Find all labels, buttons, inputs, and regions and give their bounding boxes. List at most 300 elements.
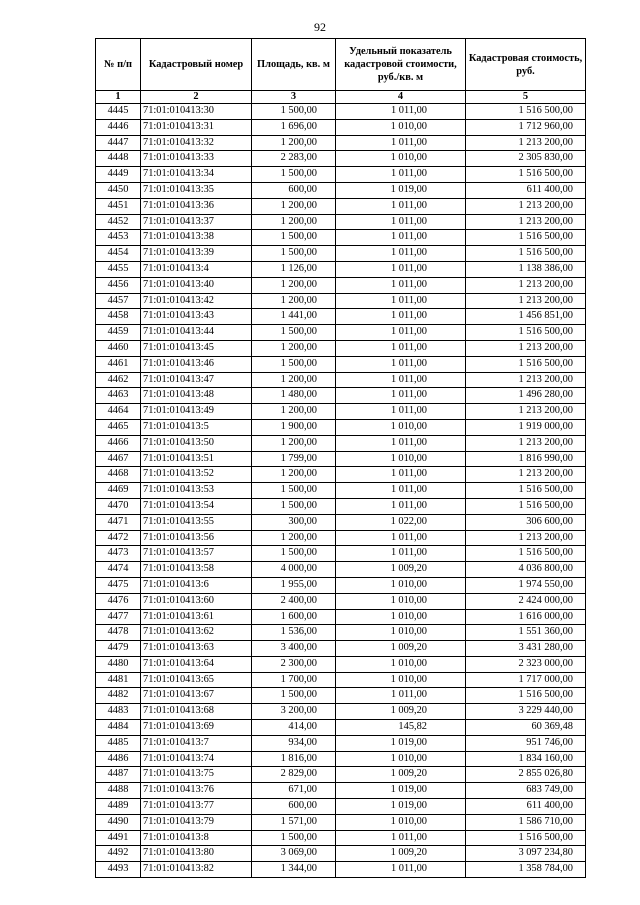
area-cell: 1 500,00	[252, 483, 336, 499]
row-number-cell: 4466	[96, 435, 141, 451]
specific-rate-cell: 1 011,00	[336, 388, 466, 404]
table-row	[96, 325, 586, 341]
area-cell: 1 600,00	[252, 609, 336, 625]
area-cell: 300,00	[252, 514, 336, 530]
row-number-cell: 4487	[96, 767, 141, 783]
specific-rate-cell: 1 011,00	[336, 214, 466, 230]
specific-rate-cell: 1 011,00	[336, 340, 466, 356]
area-cell: 934,00	[252, 735, 336, 751]
specific-rate-cell: 1 010,00	[336, 656, 466, 672]
cadastral-number-cell: 71:01:010413:42	[141, 293, 252, 309]
table-row	[96, 546, 586, 562]
cadastral-cost-cell: 1 717 000,00	[466, 672, 586, 688]
cadastral-cost-cell: 1 138 386,00	[466, 261, 586, 277]
row-number-cell: 4458	[96, 309, 141, 325]
cadastral-cost-cell: 1 213 200,00	[466, 198, 586, 214]
row-number-cell: 4478	[96, 625, 141, 641]
cadastral-cost-cell: 611 400,00	[466, 182, 586, 198]
area-cell: 2 283,00	[252, 151, 336, 167]
table-row	[96, 720, 586, 736]
row-number-cell: 4475	[96, 577, 141, 593]
cadastral-number-cell: 71:01:010413:77	[141, 799, 252, 815]
header-cadastral-cost: Кадастровая стоимость, руб.	[466, 39, 586, 91]
row-number-cell: 4471	[96, 514, 141, 530]
row-number-cell: 4468	[96, 467, 141, 483]
cadastral-number-cell: 71:01:010413:53	[141, 483, 252, 499]
cadastral-cost-cell: 1 834 160,00	[466, 751, 586, 767]
area-cell: 1 700,00	[252, 672, 336, 688]
table-row	[96, 372, 586, 388]
area-cell: 1 500,00	[252, 688, 336, 704]
table-row	[96, 404, 586, 420]
table-row	[96, 356, 586, 372]
row-number-cell: 4460	[96, 340, 141, 356]
cadastral-number-cell: 71:01:010413:58	[141, 562, 252, 578]
cadastral-cost-cell: 1 358 784,00	[466, 862, 586, 878]
area-cell: 1 500,00	[252, 230, 336, 246]
area-cell: 1 500,00	[252, 356, 336, 372]
area-cell: 1 200,00	[252, 372, 336, 388]
area-cell: 414,00	[252, 720, 336, 736]
area-cell: 1 200,00	[252, 293, 336, 309]
specific-rate-cell: 1 010,00	[336, 609, 466, 625]
table-row	[96, 230, 586, 246]
cadastral-cost-cell: 1 456 851,00	[466, 309, 586, 325]
specific-rate-cell: 1 010,00	[336, 814, 466, 830]
specific-rate-cell: 1 011,00	[336, 467, 466, 483]
header-cadastral-number: Кадастровый номер	[141, 39, 252, 91]
cadastral-number-cell: 71:01:010413:74	[141, 751, 252, 767]
table-row	[96, 419, 586, 435]
row-number-cell: 4482	[96, 688, 141, 704]
cadastral-cost-cell: 3 229 440,00	[466, 704, 586, 720]
cadastral-cost-cell: 1 213 200,00	[466, 214, 586, 230]
cadastral-cost-cell: 1 213 200,00	[466, 404, 586, 420]
cadastral-cost-cell: 1 816 990,00	[466, 451, 586, 467]
specific-rate-cell: 145,82	[336, 720, 466, 736]
header-area: Площадь, кв. м	[252, 39, 336, 91]
table-row	[96, 246, 586, 262]
table-row	[96, 435, 586, 451]
row-number-cell: 4485	[96, 735, 141, 751]
table-row	[96, 104, 586, 120]
cadastral-table-container	[95, 38, 585, 878]
cadastral-cost-cell: 1 213 200,00	[466, 467, 586, 483]
cadastral-number-cell: 71:01:010413:55	[141, 514, 252, 530]
cadastral-number-cell: 71:01:010413:34	[141, 167, 252, 183]
cadastral-number-cell: 71:01:010413:51	[141, 451, 252, 467]
specific-rate-cell: 1 010,00	[336, 119, 466, 135]
table-row	[96, 388, 586, 404]
table-row	[96, 467, 586, 483]
table-row	[96, 530, 586, 546]
row-number-cell: 4493	[96, 862, 141, 878]
cadastral-number-cell: 71:01:010413:62	[141, 625, 252, 641]
area-cell: 1 816,00	[252, 751, 336, 767]
cadastral-cost-cell: 1 516 500,00	[466, 498, 586, 514]
cadastral-number-cell: 71:01:010413:39	[141, 246, 252, 262]
area-cell: 1 200,00	[252, 435, 336, 451]
area-cell: 1 200,00	[252, 198, 336, 214]
cadastral-cost-cell: 1 516 500,00	[466, 830, 586, 846]
table-row	[96, 735, 586, 751]
cadastral-cost-cell: 611 400,00	[466, 799, 586, 815]
row-number-cell: 4479	[96, 641, 141, 657]
cadastral-number-cell: 71:01:010413:56	[141, 530, 252, 546]
cadastral-number-cell: 71:01:010413:4	[141, 261, 252, 277]
specific-rate-cell: 1 011,00	[336, 167, 466, 183]
specific-rate-cell: 1 011,00	[336, 530, 466, 546]
row-number-cell: 4455	[96, 261, 141, 277]
cadastral-cost-cell: 2 305 830,00	[466, 151, 586, 167]
row-number-cell: 4483	[96, 704, 141, 720]
specific-rate-cell: 1 011,00	[336, 230, 466, 246]
row-number-cell: 4463	[96, 388, 141, 404]
area-cell: 1 200,00	[252, 530, 336, 546]
area-cell: 4 000,00	[252, 562, 336, 578]
table-row	[96, 167, 586, 183]
specific-rate-cell: 1 011,00	[336, 198, 466, 214]
area-cell: 3 069,00	[252, 846, 336, 862]
specific-rate-cell: 1 011,00	[336, 862, 466, 878]
area-cell: 1 200,00	[252, 214, 336, 230]
row-number-cell: 4462	[96, 372, 141, 388]
specific-rate-cell: 1 011,00	[336, 293, 466, 309]
table-row	[96, 672, 586, 688]
row-number-cell: 4486	[96, 751, 141, 767]
specific-rate-cell: 1 011,00	[336, 325, 466, 341]
row-number-cell: 4474	[96, 562, 141, 578]
cadastral-cost-cell: 1 213 200,00	[466, 340, 586, 356]
cadastral-number-cell: 71:01:010413:76	[141, 783, 252, 799]
table-row	[96, 688, 586, 704]
table-row	[96, 577, 586, 593]
table-row	[96, 451, 586, 467]
cadastral-number-cell: 71:01:010413:80	[141, 846, 252, 862]
specific-rate-cell: 1 019,00	[336, 783, 466, 799]
column-number: 1	[96, 91, 141, 104]
column-number: 2	[141, 91, 252, 104]
specific-rate-cell: 1 010,00	[336, 625, 466, 641]
cadastral-number-cell: 71:01:010413:50	[141, 435, 252, 451]
area-cell: 1 500,00	[252, 830, 336, 846]
row-number-cell: 4449	[96, 167, 141, 183]
specific-rate-cell: 1 009,20	[336, 641, 466, 657]
area-cell: 1 500,00	[252, 246, 336, 262]
table-row	[96, 846, 586, 862]
cadastral-number-cell: 71:01:010413:52	[141, 467, 252, 483]
row-number-cell: 4480	[96, 656, 141, 672]
row-number-cell: 4473	[96, 546, 141, 562]
cadastral-number-cell: 71:01:010413:57	[141, 546, 252, 562]
cadastral-cost-cell: 1 213 200,00	[466, 435, 586, 451]
cadastral-number-cell: 71:01:010413:45	[141, 340, 252, 356]
specific-rate-cell: 1 010,00	[336, 451, 466, 467]
cadastral-cost-cell: 1 516 500,00	[466, 483, 586, 499]
cadastral-number-cell: 71:01:010413:64	[141, 656, 252, 672]
table-row	[96, 214, 586, 230]
table-row	[96, 309, 586, 325]
header-row	[96, 39, 586, 91]
specific-rate-cell: 1 009,20	[336, 562, 466, 578]
cadastral-number-cell: 71:01:010413:47	[141, 372, 252, 388]
cadastral-cost-cell: 1 213 200,00	[466, 277, 586, 293]
row-number-cell: 4446	[96, 119, 141, 135]
row-number-cell: 4492	[96, 846, 141, 862]
area-cell: 3 400,00	[252, 641, 336, 657]
row-number-cell: 4477	[96, 609, 141, 625]
row-number-cell: 4472	[96, 530, 141, 546]
table-row	[96, 593, 586, 609]
cadastral-cost-cell: 3 097 234,80	[466, 846, 586, 862]
cadastral-cost-cell: 1 919 000,00	[466, 419, 586, 435]
cadastral-number-cell: 71:01:010413:31	[141, 119, 252, 135]
header-row-number: № п/п	[96, 39, 141, 91]
area-cell: 1 344,00	[252, 862, 336, 878]
table-row	[96, 198, 586, 214]
table-row	[96, 293, 586, 309]
cadastral-number-cell: 71:01:010413:5	[141, 419, 252, 435]
row-number-cell: 4469	[96, 483, 141, 499]
page-number: 92	[314, 20, 326, 34]
specific-rate-cell: 1 019,00	[336, 799, 466, 815]
row-number-cell: 4489	[96, 799, 141, 815]
cadastral-number-cell: 71:01:010413:60	[141, 593, 252, 609]
specific-rate-cell: 1 011,00	[336, 498, 466, 514]
cadastral-number-cell: 71:01:010413:82	[141, 862, 252, 878]
specific-rate-cell: 1 010,00	[336, 577, 466, 593]
table-row	[96, 751, 586, 767]
cadastral-cost-cell: 1 516 500,00	[466, 104, 586, 120]
cadastral-cost-cell: 683 749,00	[466, 783, 586, 799]
row-number-cell: 4467	[96, 451, 141, 467]
cadastral-number-cell: 71:01:010413:68	[141, 704, 252, 720]
cadastral-number-cell: 71:01:010413:36	[141, 198, 252, 214]
specific-rate-cell: 1 011,00	[336, 483, 466, 499]
table-row	[96, 498, 586, 514]
row-number-cell: 4450	[96, 182, 141, 198]
cadastral-number-cell: 71:01:010413:37	[141, 214, 252, 230]
table-row	[96, 799, 586, 815]
cadastral-cost-cell: 60 369,48	[466, 720, 586, 736]
cadastral-cost-cell: 1 551 360,00	[466, 625, 586, 641]
cadastral-cost-cell: 1 516 500,00	[466, 230, 586, 246]
area-cell: 1 696,00	[252, 119, 336, 135]
specific-rate-cell: 1 011,00	[336, 246, 466, 262]
cadastral-cost-cell: 3 431 280,00	[466, 641, 586, 657]
area-cell: 1 126,00	[252, 261, 336, 277]
area-cell: 1 500,00	[252, 546, 336, 562]
specific-rate-cell: 1 011,00	[336, 104, 466, 120]
table-body	[96, 104, 586, 878]
specific-rate-cell: 1 011,00	[336, 688, 466, 704]
table-row	[96, 514, 586, 530]
area-cell: 2 300,00	[252, 656, 336, 672]
row-number-cell: 4456	[96, 277, 141, 293]
cadastral-number-cell: 71:01:010413:67	[141, 688, 252, 704]
cadastral-number-cell: 71:01:010413:48	[141, 388, 252, 404]
table-row	[96, 641, 586, 657]
row-number-cell: 4464	[96, 404, 141, 420]
specific-rate-cell: 1 010,00	[336, 751, 466, 767]
area-cell: 1 500,00	[252, 498, 336, 514]
specific-rate-cell: 1 011,00	[336, 261, 466, 277]
column-number-row	[96, 91, 586, 104]
cadastral-cost-cell: 1 213 200,00	[466, 135, 586, 151]
table-row	[96, 656, 586, 672]
area-cell: 1 955,00	[252, 577, 336, 593]
area-cell: 1 200,00	[252, 340, 336, 356]
specific-rate-cell: 1 011,00	[336, 356, 466, 372]
cadastral-number-cell: 71:01:010413:65	[141, 672, 252, 688]
area-cell: 600,00	[252, 799, 336, 815]
column-number: 3	[252, 91, 336, 104]
area-cell: 1 480,00	[252, 388, 336, 404]
cadastral-cost-cell: 4 036 800,00	[466, 562, 586, 578]
area-cell: 1 571,00	[252, 814, 336, 830]
table-row	[96, 609, 586, 625]
cadastral-cost-cell: 1 516 500,00	[466, 356, 586, 372]
area-cell: 1 441,00	[252, 309, 336, 325]
table-row	[96, 340, 586, 356]
area-cell: 1 799,00	[252, 451, 336, 467]
specific-rate-cell: 1 010,00	[336, 151, 466, 167]
cadastral-cost-cell: 1 516 500,00	[466, 167, 586, 183]
cadastral-cost-cell: 2 323 000,00	[466, 656, 586, 672]
cadastral-number-cell: 71:01:010413:30	[141, 104, 252, 120]
specific-rate-cell: 1 011,00	[336, 830, 466, 846]
table-row	[96, 767, 586, 783]
column-number: 5	[466, 91, 586, 104]
cadastral-number-cell: 71:01:010413:44	[141, 325, 252, 341]
cadastral-number-cell: 71:01:010413:32	[141, 135, 252, 151]
area-cell: 671,00	[252, 783, 336, 799]
table-row	[96, 135, 586, 151]
cadastral-cost-cell: 1 213 200,00	[466, 372, 586, 388]
table-row	[96, 483, 586, 499]
header-specific-rate: Удельный показатель кадастровой стоимости, руб./кв. м	[336, 39, 466, 91]
row-number-cell: 4447	[96, 135, 141, 151]
table-row	[96, 277, 586, 293]
table-row	[96, 562, 586, 578]
table-row	[96, 830, 586, 846]
specific-rate-cell: 1 011,00	[336, 546, 466, 562]
cadastral-number-cell: 71:01:010413:75	[141, 767, 252, 783]
specific-rate-cell: 1 009,20	[336, 846, 466, 862]
specific-rate-cell: 1 010,00	[336, 672, 466, 688]
row-number-cell: 4452	[96, 214, 141, 230]
specific-rate-cell: 1 009,20	[336, 767, 466, 783]
cadastral-number-cell: 71:01:010413:35	[141, 182, 252, 198]
cadastral-cost-cell: 1 496 280,00	[466, 388, 586, 404]
row-number-cell: 4445	[96, 104, 141, 120]
table-row	[96, 814, 586, 830]
row-number-cell: 4451	[96, 198, 141, 214]
specific-rate-cell: 1 009,20	[336, 704, 466, 720]
cadastral-number-cell: 71:01:010413:61	[141, 609, 252, 625]
table-row	[96, 862, 586, 878]
specific-rate-cell: 1 011,00	[336, 309, 466, 325]
area-cell: 1 200,00	[252, 467, 336, 483]
specific-rate-cell: 1 011,00	[336, 277, 466, 293]
specific-rate-cell: 1 010,00	[336, 593, 466, 609]
specific-rate-cell: 1 011,00	[336, 435, 466, 451]
specific-rate-cell: 1 019,00	[336, 182, 466, 198]
cadastral-cost-cell: 1 516 500,00	[466, 246, 586, 262]
cadastral-cost-cell: 2 855 026,80	[466, 767, 586, 783]
area-cell: 1 200,00	[252, 135, 336, 151]
specific-rate-cell: 1 011,00	[336, 404, 466, 420]
cadastral-number-cell: 71:01:010413:49	[141, 404, 252, 420]
table-row	[96, 783, 586, 799]
row-number-cell: 4461	[96, 356, 141, 372]
cadastral-number-cell: 71:01:010413:6	[141, 577, 252, 593]
specific-rate-cell: 1 011,00	[336, 135, 466, 151]
row-number-cell: 4484	[96, 720, 141, 736]
area-cell: 1 200,00	[252, 404, 336, 420]
cadastral-number-cell: 71:01:010413:43	[141, 309, 252, 325]
cadastral-number-cell: 71:01:010413:63	[141, 641, 252, 657]
row-number-cell: 4457	[96, 293, 141, 309]
row-number-cell: 4488	[96, 783, 141, 799]
cadastral-number-cell: 71:01:010413:79	[141, 814, 252, 830]
cadastral-cost-cell: 1 213 200,00	[466, 530, 586, 546]
cadastral-number-cell: 71:01:010413:38	[141, 230, 252, 246]
row-number-cell: 4454	[96, 246, 141, 262]
row-number-cell: 4476	[96, 593, 141, 609]
row-number-cell: 4470	[96, 498, 141, 514]
row-number-cell: 4491	[96, 830, 141, 846]
table-header	[96, 39, 586, 104]
row-number-cell: 4453	[96, 230, 141, 246]
area-cell: 1 500,00	[252, 325, 336, 341]
area-cell: 3 200,00	[252, 704, 336, 720]
cadastral-number-cell: 71:01:010413:7	[141, 735, 252, 751]
cadastral-cost-cell: 1 616 000,00	[466, 609, 586, 625]
area-cell: 1 500,00	[252, 104, 336, 120]
table-row	[96, 182, 586, 198]
cadastral-number-cell: 71:01:010413:40	[141, 277, 252, 293]
cadastral-value-table	[95, 38, 586, 878]
area-cell: 1 900,00	[252, 419, 336, 435]
cadastral-number-cell: 71:01:010413:33	[141, 151, 252, 167]
table-row	[96, 261, 586, 277]
area-cell: 1 536,00	[252, 625, 336, 641]
cadastral-cost-cell: 1 516 500,00	[466, 546, 586, 562]
row-number-cell: 4448	[96, 151, 141, 167]
area-cell: 600,00	[252, 182, 336, 198]
cadastral-cost-cell: 1 213 200,00	[466, 293, 586, 309]
cadastral-number-cell: 71:01:010413:69	[141, 720, 252, 736]
row-number-cell: 4465	[96, 419, 141, 435]
area-cell: 2 400,00	[252, 593, 336, 609]
specific-rate-cell: 1 010,00	[336, 419, 466, 435]
row-number-cell: 4459	[96, 325, 141, 341]
cadastral-cost-cell: 1 712 960,00	[466, 119, 586, 135]
area-cell: 1 500,00	[252, 167, 336, 183]
cadastral-cost-cell: 306 600,00	[466, 514, 586, 530]
cadastral-cost-cell: 1 974 550,00	[466, 577, 586, 593]
cadastral-cost-cell: 1 516 500,00	[466, 688, 586, 704]
cadastral-number-cell: 71:01:010413:8	[141, 830, 252, 846]
cadastral-cost-cell: 951 746,00	[466, 735, 586, 751]
row-number-cell: 4481	[96, 672, 141, 688]
table-row	[96, 119, 586, 135]
cadastral-number-cell: 71:01:010413:54	[141, 498, 252, 514]
column-number: 4	[336, 91, 466, 104]
specific-rate-cell: 1 011,00	[336, 372, 466, 388]
area-cell: 1 200,00	[252, 277, 336, 293]
